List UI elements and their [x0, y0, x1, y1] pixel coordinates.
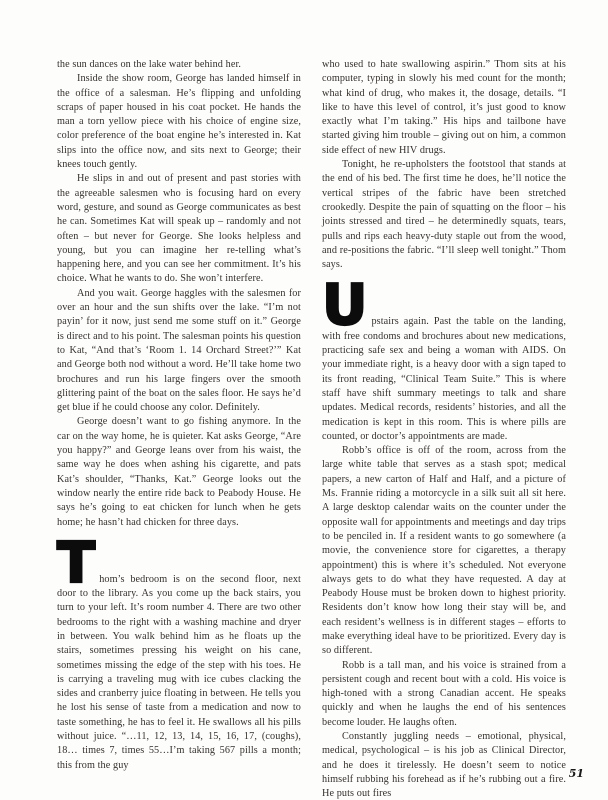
left-column — [57, 58, 301, 800]
paragraph: And you wait. George haggles with the salesmen for over an hour and the sun shifts over the lake. “I’m not payin’ for it now, just send me some stuff on it.” George is direct and to his point. The salesman points his question to Kat, “And that’s ‘Room 1. 14 Orchard Street?’” Kat and George both nod without a word. He’ll take home two brochures and run his large fingers over the smooth glittering paint of the boat on the sales floor. He says he’d get blue if he could choose any color. Definitely. — [57, 287, 301, 414]
paragraph-text: pstairs again. Past the table on the landing, with free condoms and brochures about new medications, practicing safe sex and being a woman with AIDS. On your immediate right, is a heavy door with a sign taped to its front reading, “Clinical Team Suite.” This is where staff have shift summary meetings to talk and share updates. Medical records, residents’ histories, and all the medication is kept in this room. This is where pills are counted, or doctor’s appointments are made. — [322, 316, 566, 442]
paragraph: George doesn’t want to go fishing anymore. In the car on the way home, he is quieter. Kat asks George, “Are you happy?” and George leans over from his waist, the same way he does when ashing his cigarette, and pats Kat’s shoulder, “Thanks, Kat.” George looks out the window nearly the entire ride back to Peabody House. He says he’s going to eat chicken for lunch when he gets home; he hasn’t had chicken for three days. — [57, 416, 301, 528]
paragraph: Robb’s office is off of the room, across from the large white table that serves as a stash spot; medical papers, a new carton of Half and Half, and a picture of Ms. Frannie riding a motorcycle in a silk suit all sit here. A large desktop calendar waits on the counter under the opposite wall for appointments and meetings and day trips to be penciled in. If a resident wants to go somewhere (a movie, the convenience store for cigarettes, a therapy appointment) this is where it’s scheduled. Not everyone always gets to do what they have requested. A day at Peabody House must be broken down to highest priority. Residents don’t know how long their stay will be, and each resident’s wellness is in different stages – efforts to make everything ideal have to be prioritized. Every day is so different. — [322, 445, 566, 657]
text-columns — [57, 58, 566, 800]
dropcap-letter: T — [57, 530, 94, 596]
paragraph: who used to hate swallowing aspirin.” Thom sits at his computer, typing in slowly his med count for the month; what kind of drug, who makes it, the dosage, details. “I like to have this level of control, it’s just good to know exactly what I’m taking.” His hips and tailbone have started giving him trouble – giving out on him, a common side effect of new HIV drugs. — [322, 59, 566, 156]
paragraph: the sun dances on the lake water behind her. — [57, 59, 242, 70]
paragraph-text: hom’s bedroom is on the second floor, next door to the library. As you come up the back stairs, you turn to your left. It’s room number 4. There are two other bedrooms to the right with a washing machine and dryer in between. You walk behind him as he floats up the stairs, sometimes pressing his weight on his cane, sometimes missing the edge of the step with his toes. He is carrying a traveling mug with ice cubes clacking the sides and cranberry juice floating in between. He tells you he lost his sense of taste from a medication and now to taste something, he has to feel it. He swallows all his pills without juice. “…11, 12, 13, 14, 15, 16, 17, (coughs), 18… times 7, times 55…I’m taking 567 pills a month; this from the guy — [57, 573, 301, 771]
paragraph: Inside the show room, George has landed himself in the office of a salesman. He’s flipping and unfolding scraps of paper housed in his coat pocket. He hands the man a torn yellow piece with his choice of engine size, color preference of the boat engine he’s interested in. Kat slips into the office now, and sits next to George; their knees touch gently. — [57, 73, 301, 171]
paragraph: He slips in and out of present and past stories with the agreeable salesmen who is focusing hard on every word, gesture, and sound as George communicates as best he can. Sometimes Kat will speak up – randomly and not often – but never for George. She looks helpless and young, but you can imagine her re-telling what’s happening here, and you can see her commitment. It’s his choice. What he wants to do. She won’t interfere. — [57, 173, 301, 285]
dropcap-letter: U — [322, 273, 366, 339]
paragraph-with-dropcap — [322, 273, 566, 444]
paragraph: Robb is a tall man, and his voice is strained from a persistent cough and recent bout with a cold. His voice is high-toned with a strong Canadian accent. He speaks quickly and when he laughs the end of his sentences become louder. He laughs often. — [322, 659, 566, 728]
page-number: 51 — [568, 767, 584, 780]
right-column — [322, 58, 566, 800]
paragraph-with-dropcap — [57, 530, 301, 773]
paragraph: Constantly juggling needs – emotional, physical, medical, psychological – is his job as Clinical Director, and he does it tirelessly. He doesn’t seem to notice himself rubbing his forehead as if he’s rubbing out a fire. He puts out fires — [322, 731, 566, 800]
paragraph: Tonight, he re-upholsters the footstool that stands at the end of his bed. The first time he does, he’ll notice the vertical stripes of the fabric have been stretched crookedly. Despite the pain of squatting on the floor – his joints stressed and tired – he determinedly squats, tears, pulls and rips each heavy-duty staple out from the wood, and re-positions the fabric. “I’ll sleep well tonight.” Thom says. — [322, 159, 566, 271]
